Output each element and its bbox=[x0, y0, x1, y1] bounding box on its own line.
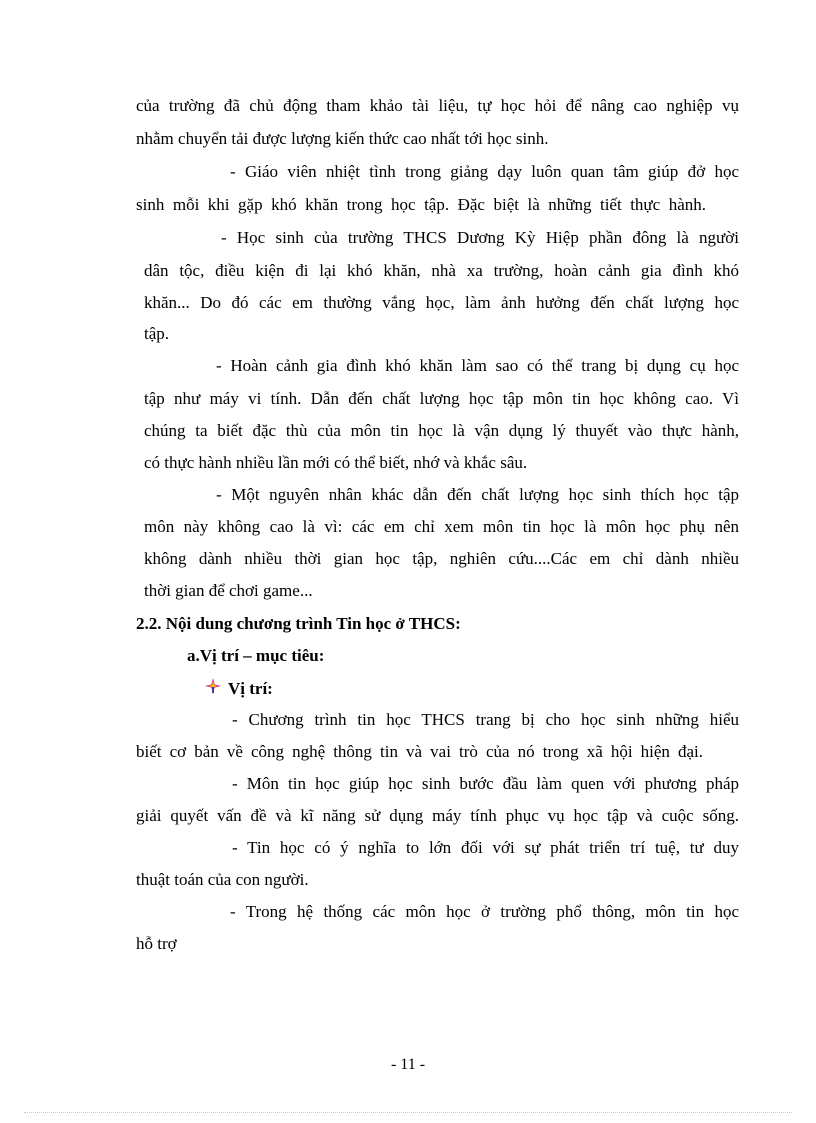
page-bottom-divider bbox=[24, 1112, 792, 1113]
paragraph-line: nhằm chuyển tải được lượng kiến thức cao nhất tới học sinh. bbox=[136, 129, 549, 148]
paragraph-line: - Môn tin học giúp học sinh bước đầu làm quen với phương pháp bbox=[232, 774, 739, 793]
paragraph-line: khăn... Do đó các em thường vắng học, làm ảnh hưởng đến chất lượng học bbox=[144, 293, 739, 312]
paragraph-line: tập. bbox=[144, 324, 170, 343]
subsection-heading: a.Vị trí – mục tiêu: bbox=[187, 646, 325, 665]
paragraph-line: - Tin học có ý nghĩa to lớn đối với sự phát triển trí tuệ, tư duy bbox=[232, 838, 739, 857]
paragraph-line: biết cơ bản về công nghệ thông tin và vai trò của nó trong xã hội hiện đại. bbox=[136, 742, 703, 761]
paragraph-line: thời gian để chơi game... bbox=[144, 581, 313, 600]
paragraph-line: - Học sinh của trường THCS Dương Kỳ Hiệp phần đông là người bbox=[221, 228, 739, 247]
bullet-heading: Vị trí: bbox=[228, 679, 273, 698]
paragraph-line: không dành nhiều thời gian học tập, nghiên cứu....Các em chỉ dành nhiều bbox=[144, 549, 739, 568]
paragraph-line: của trường đã chủ động tham khảo tài liệu, tự học hỏi để nâng cao nghiệp vụ bbox=[136, 96, 739, 115]
paragraph-line: sinh mỗi khi gặp khó khăn trong học tập. Đặc biệt là những tiết thực hành. bbox=[136, 195, 706, 214]
paragraph-line: giải quyết vấn đề và kĩ năng sử dụng máy tính phục vụ học tập và cuộc sống. bbox=[136, 806, 739, 825]
paragraph-line: có thực hành nhiều lần mới có thể biết, nhớ và khắc sâu. bbox=[144, 453, 528, 472]
page-number: - 11 - bbox=[390, 1056, 426, 1073]
paragraph-line: - Giáo viên nhiệt tình trong giảng dạy luôn quan tâm giúp đở học bbox=[230, 162, 739, 181]
paragraph-line: - Hoàn cảnh gia đình khó khăn làm sao có thể trang bị dụng cụ học bbox=[216, 356, 739, 375]
paragraph-line: môn này không cao là vì: các em chỉ xem môn tin học là môn học phụ nên bbox=[144, 517, 739, 536]
four-point-star-bullet-icon bbox=[205, 678, 221, 694]
paragraph-line: thuật toán của con người. bbox=[136, 870, 309, 889]
paragraph-line: chúng ta biết đặc thù của môn tin học là vận dụng lý thuyết vào thực hành, bbox=[144, 421, 739, 440]
paragraph-line: - Một nguyên nhân khác dẫn đến chất lượng học sinh thích học tập bbox=[216, 485, 739, 504]
paragraph-line: dân tộc, điều kiện đi lại khó khăn, nhà xa trường, hoàn cảnh gia đình khó bbox=[144, 261, 739, 280]
paragraph-line: hỗ trợ bbox=[136, 934, 177, 953]
paragraph-line: tập như máy vi tính. Dẫn đến chất lượng học tập môn tin học không cao. Vì bbox=[144, 389, 739, 408]
paragraph-line: - Chương trình tin học THCS trang bị cho học sinh những hiểu bbox=[232, 710, 739, 729]
paragraph-line: - Trong hệ thống các môn học ở trường phổ thông, môn tin học bbox=[230, 902, 739, 921]
section-heading: 2.2. Nội dung chương trình Tin học ở THCS: bbox=[136, 614, 461, 633]
